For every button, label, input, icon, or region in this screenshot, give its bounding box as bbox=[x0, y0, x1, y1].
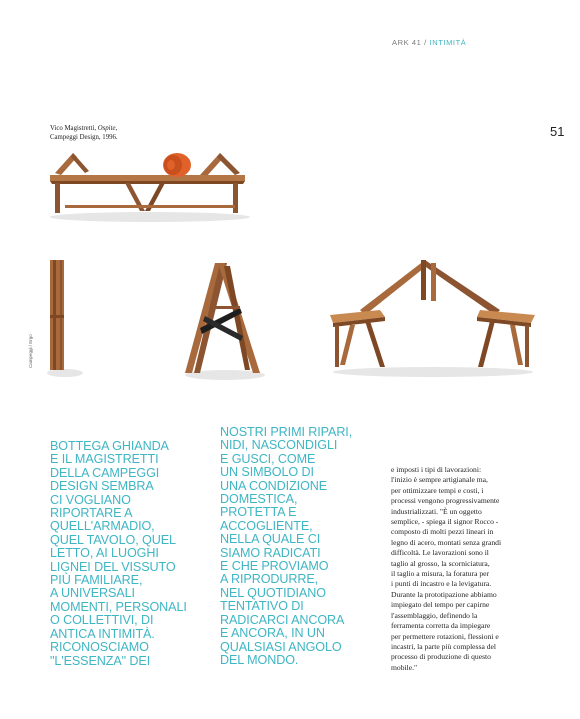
pull-quote-column-1 bbox=[50, 440, 200, 668]
pull-quote-line: QUALSIASI ANGOLO bbox=[220, 639, 342, 654]
body-text-line: i punti di incastro e la levigatura. bbox=[391, 579, 492, 589]
body-text-line: processi vengono progressivamente bbox=[391, 496, 500, 506]
body-text-line: per ottimizzare tempi e costi, i bbox=[391, 485, 484, 495]
body-text-line: e imposti i tipi di lavorazioni: bbox=[391, 465, 482, 474]
pull-quote-line: TENTATIVO DI bbox=[220, 599, 304, 614]
body-text-line: l'assemblaggio, definendo la bbox=[391, 610, 478, 620]
pull-quote-line: DOMESTICA, bbox=[220, 492, 298, 507]
pull-quote-line: RADICARCI ANCORA bbox=[220, 612, 345, 627]
pull-quote-line: O COLLETTIVI, DI bbox=[50, 613, 154, 628]
pull-quote-line: RIPORTARE A bbox=[50, 506, 133, 521]
pull-quote-line: DESIGN SEMBRA bbox=[50, 479, 154, 494]
chairs-photo bbox=[325, 255, 540, 380]
pull-quote-line: A RIPRODURRE, bbox=[220, 572, 319, 587]
body-text-column bbox=[391, 465, 537, 673]
pull-quote-line: NELLA QUALE CI bbox=[220, 532, 321, 547]
body-text-line: l'inizio è sempre artigianale ma, bbox=[391, 475, 488, 485]
pull-quote-line: E GUSCI, COME bbox=[220, 451, 316, 466]
pull-quote-line: E CHE PROVIAMO bbox=[220, 559, 329, 574]
body-text-line: mobile." bbox=[391, 662, 418, 672]
folded-photo bbox=[40, 255, 80, 380]
caption-title: Ospite bbox=[97, 125, 116, 132]
pull-quote-line: DEL MONDO. bbox=[220, 652, 299, 667]
caption-author: Vico Magistretti, bbox=[50, 125, 97, 132]
body-text-line: difficoltà. Le lavorazioni sono il bbox=[391, 548, 489, 558]
daybed-photo bbox=[45, 145, 255, 225]
body-text-line: legno di acero, montati senza grandi bbox=[391, 537, 502, 547]
pull-quote-line: "L'ESSENZA" DEI bbox=[50, 653, 151, 668]
pull-quote-line: PIÙ FAMILIARE, bbox=[50, 573, 143, 588]
body-text-line: per permettere rotazioni, flessioni e bbox=[391, 631, 499, 641]
pull-quote-line: DELLA CAMPEGGI bbox=[50, 465, 160, 480]
magazine-issue: ARK 41 bbox=[392, 38, 422, 47]
photo-caption bbox=[50, 124, 118, 142]
pull-quote-line: QUELL'ARMADIO, bbox=[50, 519, 155, 534]
body-text-line: impiegato del tempo per capirne bbox=[391, 600, 490, 610]
pull-quote-column-2 bbox=[220, 426, 368, 667]
pull-quote-line: LETTO, AI LUOGHI bbox=[50, 546, 159, 561]
pull-quote-line: CI VOGLIANO bbox=[50, 492, 131, 507]
pull-quote-line: UNA CONDIZIONE bbox=[220, 478, 328, 493]
page-number: 51 bbox=[550, 124, 565, 139]
caption-maker: Campeggi Design, 1996. bbox=[50, 134, 118, 141]
a-frame-photo bbox=[180, 258, 270, 383]
caption-title-suffix: , bbox=[115, 125, 118, 132]
body-text-line: il taglio a misura, la foratura per bbox=[391, 569, 490, 579]
photo-credit: Campeggi / Ergo bbox=[28, 334, 33, 368]
pull-quote-line: ACCOGLIENTE, bbox=[220, 518, 313, 533]
body-text-line: semplice, - spiega il signor Rocco - bbox=[391, 517, 499, 527]
pull-quote-line: NEL QUOTIDIANO bbox=[220, 585, 326, 600]
pull-quote-line: MOMENTI, PERSONALI bbox=[50, 599, 187, 614]
running-header bbox=[392, 38, 466, 47]
pull-quote-line: PROTETTA E bbox=[220, 505, 297, 520]
pull-quote-line: NOSTRI PRIMI RIPARI, bbox=[220, 425, 353, 439]
pull-quote-line: QUEL TAVOLO, QUEL bbox=[50, 532, 176, 547]
pull-quote-line: LIGNEI DEL VISSUTO bbox=[50, 559, 176, 574]
pull-quote-line: RICONOSCIAMO bbox=[50, 640, 149, 655]
pull-quote-line: ANTICA INTIMITÀ. bbox=[50, 626, 155, 641]
pull-quote-line: A UNIVERSALI bbox=[50, 586, 135, 601]
header-separator: / bbox=[421, 38, 430, 47]
pull-quote-line: SIAMO RADICATI bbox=[220, 545, 321, 560]
pull-quote-line: BOTTEGA GHIANDA bbox=[50, 439, 169, 453]
body-text-line: composto di molti pezzi lineari in bbox=[391, 527, 494, 537]
body-text-line: processo di produzione di questo bbox=[391, 652, 491, 662]
section-name: INTIMITÀ bbox=[429, 38, 467, 47]
body-text-line: industrializzati. "È un oggetto bbox=[391, 506, 482, 516]
pull-quote-line: E IL MAGISTRETTI bbox=[50, 452, 159, 467]
pull-quote-line: NIDI, NASCONDIGLI bbox=[220, 438, 338, 453]
pull-quote-line: E ANCORA, IN UN bbox=[220, 626, 325, 641]
body-text-line: incastri, la parte più complessa del bbox=[391, 641, 497, 651]
body-text-line: taglio al grosso, la scorniciatura, bbox=[391, 558, 490, 568]
body-text-line: ferramenta corretta da impiegare bbox=[391, 621, 491, 631]
pull-quote-line: UN SIMBOLO DI bbox=[220, 465, 314, 480]
body-text-line: Durante la prototipazione abbiamo bbox=[391, 589, 497, 599]
